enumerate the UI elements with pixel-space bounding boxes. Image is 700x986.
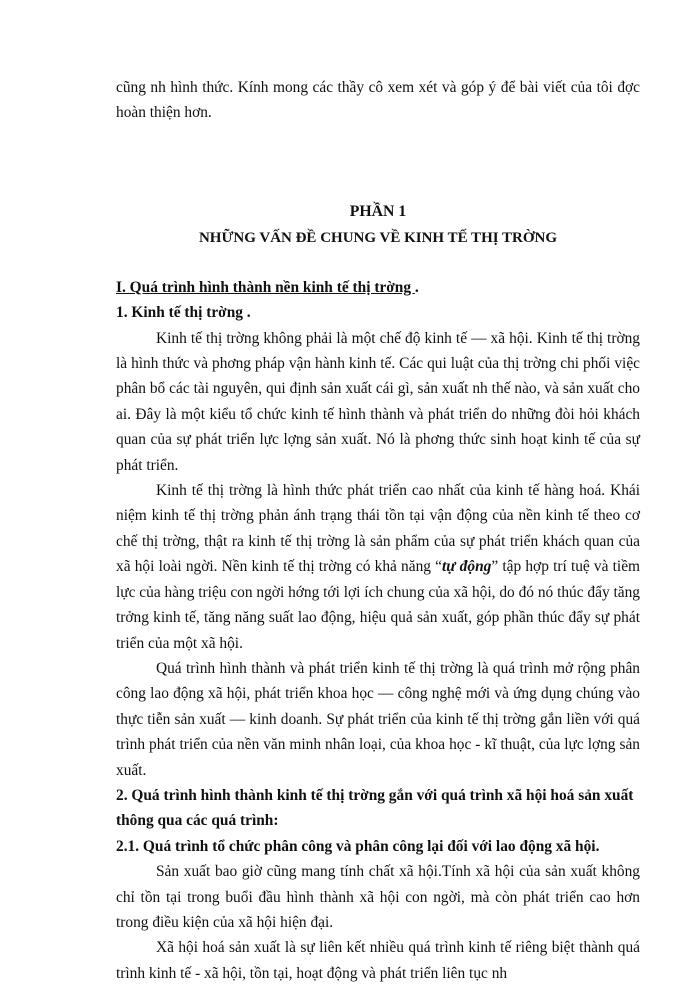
paragraph-2-text-start: Kinh tế thị trờng là hình thức phát triển cao nhất của kinh tế hàng hoá. Khái niệm kinh tế thị trờng phản ánh trạng thái tồn tại vận động của nền kinh tế theo cơ chế thị trờng, thật ra kinh tế thị trờng là sản phẩm của sự phát triển khách quan của xã hội loài ngời. Nền kinh tế thị trờng có khả năng “ <box>116 482 640 576</box>
part-title: PHẦN 1 <box>349 202 407 220</box>
section-2-heading: 2. Quá trình hình thành kinh tế thị trờng gắn với quá trình xã hội hoá sản xuất thông qua các quá trình: <box>116 786 634 830</box>
intro-paragraph: cũng nh hình thức. Kính mong các thầy cô xem xét và góp ý để bài viết của tôi đợc hoàn thiện hơn. <box>116 79 640 122</box>
section-1-paragraph-1: Kinh tế thị trờng không phải là một chế độ kinh tế — xã hội. Kinh tế thị trờng là hình thức và phơng pháp vận hành kinh tế. Các qui luật của thị trờng chi phối việc phân bổ các tài nguyên, qui định sản xuất cái gì, sản xuất nh thế nào, và sản xuất cho ai. Đây là một kiểu tổ chức kinh tế hình thành và phát triển do những đòi hỏi khách quan của sự phát triển lực lợng sản xuất. Nó là phơng thức sinh hoạt kinh tế của sự phát triển. <box>116 329 640 474</box>
paragraph-2-text-end: ” tập hợp trí tuệ và tiềm lực của hàng triệu con ngời hớng tới lợi ích chung của xã hội, do đó nó thúc đẩy tăng trởng kinh tế, tăng năng suất lao động, hiệu quả sản xuất, góp phần thúc đẩy sự phát triển của một xã hội. <box>116 558 641 652</box>
section-2-1-paragraph-2: Xã hội hoá sản xuất là sự liên kết nhiều quá trình kinh tế riêng biệt thành quá trình kinh tế - xã hội, tồn tại, hoạt động và phát triển liên tục nh <box>116 939 640 982</box>
section-1-heading: 1. Kinh tế thị trờng . <box>116 304 251 322</box>
paragraph-2-emphasis: tự động <box>442 558 492 576</box>
section-i-heading-tail: . <box>414 278 419 296</box>
part-subtitle: NHỮNG VẤN ĐỀ CHUNG VỀ KINH TẾ THỊ TRỜNG <box>198 229 558 246</box>
section-2-1-heading: 2.1. Quá trình tổ chức phân công và phân công lại đối với lao động xã hội. <box>116 837 600 855</box>
section-1-paragraph-2 <box>116 478 640 656</box>
section-1-paragraph-3: Quá trình hình thành và phát triển kinh tế thị trờng là quá trình mở rộng phân công lao động xã hội, phát triển khoa học — công nghệ mới và ứng dụng chúng vào thực tiễn sản xuất — kinh doanh. Sự phát triển của kinh tế thị trờng gắn liền với quá trình phát triển của nền văn minh nhân loại, của khoa học - kĩ thuật, của lực lợng sản xuất. <box>116 659 640 779</box>
section-2-1-paragraph-1: Sản xuất bao giờ cũng mang tính chất xã hội.Tính xã hội của sản xuất không chỉ tồn tại trong buổi đầu hình thành xã hội con ngời, mà còn phát triển cao hơn trong điều kiện của xã hội hiện đại. <box>116 863 640 931</box>
section-i-heading-text: I. Quá trình hình thành nền kinh tế thị trờng <box>116 278 415 296</box>
section-i-heading <box>116 275 640 300</box>
page-content <box>116 75 640 986</box>
